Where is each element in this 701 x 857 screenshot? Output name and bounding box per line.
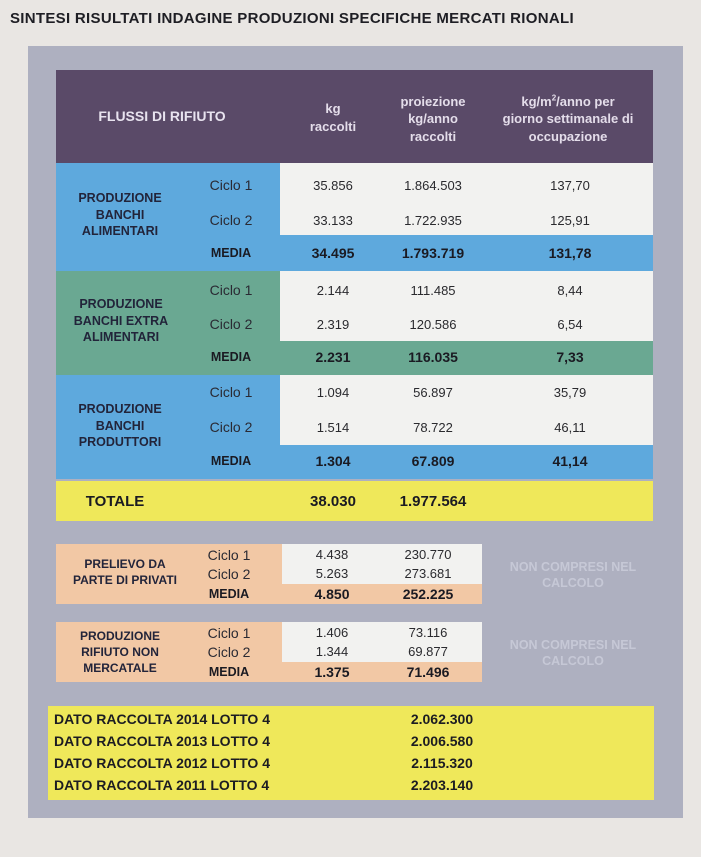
- extra-name-line: PRELIEVO DA: [84, 556, 166, 571]
- cell-proiezione: 73.116: [408, 625, 448, 640]
- cell-proiezione: 69.877: [408, 644, 448, 659]
- cell-kg: 35.856: [313, 177, 353, 193]
- group-name-line: PRODUTTORI: [78, 435, 162, 450]
- extra-name-line: PRODUZIONE: [79, 628, 160, 643]
- media-label: MEDIA: [208, 586, 250, 601]
- cell-kg: 1.406: [315, 625, 349, 640]
- media-kg: 2.231: [315, 349, 351, 365]
- header-kgm2-line1: [521, 93, 614, 111]
- totale-label: TOTALE: [85, 492, 145, 510]
- media-kgm2: 7,33: [556, 349, 584, 365]
- media-label: MEDIA: [210, 350, 252, 364]
- extra-mercatale-name: [60, 624, 180, 680]
- media-proiezione: 252.225: [402, 585, 454, 602]
- group-name-line: BANCHI: [95, 418, 145, 433]
- cell-proiezione: 120.586: [409, 316, 457, 332]
- row-label: Ciclo 1: [207, 546, 251, 563]
- header-kgm2-line3: occupazione: [528, 128, 608, 144]
- header-proiezione-line1: proiezione: [400, 93, 466, 109]
- media-proiezione: 71.496: [406, 663, 450, 680]
- extra-privati-name: [60, 552, 190, 592]
- row-label: Ciclo 1: [209, 384, 253, 400]
- header-proiezione: [378, 86, 488, 152]
- row-label: Ciclo 2: [207, 643, 251, 660]
- cell-proiezione: 1.722.935: [404, 212, 462, 228]
- header-proiezione-line2: kg/anno: [408, 111, 458, 127]
- cell-kgm2: 35,79: [553, 384, 587, 400]
- document-title: SINTESI RISULTATI INDAGINE PRODUZIONI SPECIFICHE MERCATI RIONALI: [10, 10, 574, 27]
- note-line: CALCOLO: [542, 654, 604, 668]
- extra-name-line: PARTE DI PRIVATI: [72, 573, 177, 587]
- totale-proiezione: 1.977.564: [399, 492, 467, 510]
- cell-proiezione: 111.485: [410, 282, 456, 298]
- note-line: NON COMPRESI NEL: [509, 637, 637, 652]
- row-label: Ciclo 1: [209, 177, 253, 193]
- cell-kg: 2.319: [316, 316, 350, 332]
- row-label: Ciclo 2: [209, 419, 253, 435]
- cell-proiezione: 230.770: [404, 547, 452, 562]
- cell-kgm2: 46,11: [554, 419, 586, 435]
- extra-name-line: MERCATALE: [83, 661, 157, 676]
- cell-kg: 2.144: [316, 282, 350, 298]
- group-name-line: PRODUZIONE: [79, 296, 163, 311]
- row-label: Ciclo 2: [209, 212, 253, 228]
- group-name-line: PRODUZIONE: [78, 401, 162, 416]
- group-name-line: BANCHI: [95, 207, 145, 222]
- group-name-line: ALIMENTARI: [82, 330, 160, 345]
- media-proiezione: 1.793.719: [401, 245, 465, 261]
- totale-kg: 38.030: [310, 492, 356, 510]
- header-proiezione-line3: raccolti: [409, 128, 457, 144]
- note-non-compresi: [488, 555, 658, 595]
- cell-kgm2: 8,44: [557, 282, 583, 298]
- cell-kg: 1.094: [316, 384, 350, 400]
- row-label: Ciclo 2: [207, 565, 251, 582]
- header-kgm2-prefix: kg/m: [521, 93, 552, 109]
- header-kg-raccolti: [296, 90, 370, 145]
- dato-value: 2.115.320: [411, 755, 473, 771]
- cell-proiezione: 273.681: [404, 566, 452, 581]
- media-kg: 1.304: [315, 453, 351, 469]
- cell-kg: 5.263: [315, 566, 349, 581]
- header-kgm2-line2: giorno settimanale di: [502, 111, 634, 127]
- extra-name-line: RIFIUTO NON: [81, 644, 159, 659]
- header-kgm2-sup: 2: [551, 93, 557, 103]
- dato-value: 2.203.140: [410, 777, 474, 793]
- cell-kgm2: 125,91: [550, 212, 590, 228]
- media-kg: 34.495: [311, 245, 355, 261]
- group-produttori-name: [60, 393, 180, 459]
- cell-proiezione: 78.722: [413, 419, 453, 435]
- media-kg: 1.375: [314, 663, 350, 680]
- note-line: NON COMPRESI NEL: [509, 559, 637, 574]
- media-proiezione: 67.809: [411, 453, 455, 469]
- dato-label: DATO RACCOLTA 2012 LOTTO 4: [54, 755, 270, 771]
- dato-label: DATO RACCOLTA 2014 LOTTO 4: [54, 711, 270, 727]
- header-kg-line2: raccolti: [309, 118, 357, 134]
- group-alimentari-name: [60, 180, 180, 250]
- cell-proiezione: 1.864.503: [404, 177, 462, 193]
- media-label: MEDIA: [208, 664, 250, 679]
- row-label: Ciclo 1: [207, 624, 251, 641]
- dato-value: 2.006.580: [410, 733, 474, 749]
- row-label: Ciclo 1: [209, 282, 253, 298]
- note-line: CALCOLO: [542, 576, 604, 590]
- media-label: MEDIA: [210, 246, 252, 260]
- group-extra-name: [60, 290, 182, 352]
- dato-value: 2.062.300: [410, 711, 474, 727]
- group-name-line: ALIMENTARI: [81, 224, 159, 239]
- row-label: Ciclo 2: [209, 316, 253, 332]
- cell-kgm2: 137,70: [550, 177, 590, 193]
- cell-kgm2: 6,54: [557, 316, 583, 332]
- group-name-line: BANCHI EXTRA: [73, 313, 169, 328]
- cell-kg: 4.438: [315, 547, 349, 562]
- cell-proiezione: 56.897: [413, 384, 453, 400]
- media-kg: 4.850: [314, 585, 350, 602]
- dato-label: DATO RACCOLTA 2011 LOTTO 4: [54, 777, 270, 793]
- group-name-line: PRODUZIONE: [78, 190, 162, 205]
- note-non-compresi: [488, 633, 658, 673]
- cell-kg: 1.514: [316, 419, 350, 435]
- cell-kg: 1.344: [315, 644, 349, 659]
- cell-kg: 33.133: [313, 212, 353, 228]
- media-kgm2: 131,78: [548, 245, 592, 261]
- header-flussi: FLUSSI DI RIFIUTO: [98, 108, 226, 125]
- header-kg-line1: kg: [325, 100, 341, 116]
- media-label: MEDIA: [210, 454, 252, 468]
- media-kgm2: 41,14: [552, 453, 588, 469]
- header-kgm2: [488, 86, 648, 152]
- dato-label: DATO RACCOLTA 2013 LOTTO 4: [54, 733, 270, 749]
- header-kgm2-suffix: /anno per: [556, 93, 615, 109]
- media-proiezione: 116.035: [408, 349, 458, 365]
